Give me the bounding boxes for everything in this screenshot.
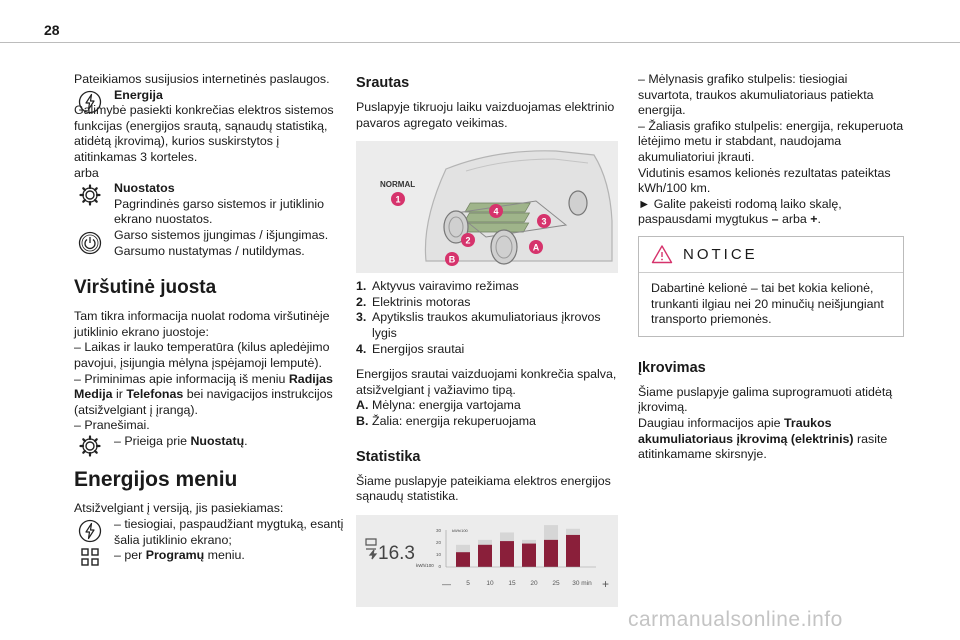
list-item: 3. Apytikslis traukos akumuliatoriaus įkrovos lygis [356,310,601,340]
heading-virsutine-juosta: Viršutinė juosta [74,277,217,299]
energija-text: Galimybė pasiekti konkrečias elektros sistemos funkcijas (energijos srautą, sąnaudų statistiką, atidėtą įkrovimą), kurios suskirstytos į atitinkamas 3 korteles. [74,103,334,164]
prieiga-block [74,434,344,450]
gear-icon [78,183,102,207]
prieiga-text: – Prieiga prie Nuostatų. [114,433,248,448]
bar-value [500,541,514,567]
average-result-text: Vidutinis esamos kelionės rezultatas pateiktas kWh/100 km. [638,165,891,196]
power-icon [78,231,102,255]
heading-srautas: Srautas [356,75,410,91]
warning-triangle-icon [651,244,673,264]
list-item: 1. Aktyvus vairavimo režimas [356,279,519,294]
srautai-text: Energijos srautai vaizduojami konkrečia spalva, atsižvelgiant į važiavimo tipą. [356,367,617,397]
heading-energijos-meniu: Energijos meniu [74,468,238,492]
energy-bolt-icon [78,519,102,543]
virsutine-item-2: – Priminimas apie informaciją iš meniu Radijas Medija ir Telefonas bei navigacijos instrukcijos (atsižvelgiant į įrangą). [74,371,333,417]
watermark: carmanualsonline.info [628,608,843,631]
notice-box [638,236,904,337]
blue-bar-explanation: – Mėlynasis grafiko stulpelis: tiesiogiai suvartota, traukos akumuliatoriaus patiekta energija. [638,72,874,118]
list-item: 4. Energijos srautai [356,341,465,356]
page-number: 28 [44,22,60,38]
top-divider [0,42,960,43]
energy-flow-figure [356,141,618,273]
ikrovimas-more: Daugiau informacijos apie Traukos akumuliatoriaus įkrovimą (elektrinis) rasite atitinkamame skirsnyje. [638,415,888,462]
x-tick-label: 30 min [572,579,592,587]
power-text: Garso sistemos įjungimas / išjungimas. Garsumo nustatymas / nutildymas. [114,227,329,258]
arba-text: arba [74,165,99,180]
nuostatos-block [74,181,344,228]
ikrovimas-text: Šiame puslapyje galima suprogramuoti atidėtą įkrovimą. [638,384,893,415]
bar-value [544,540,558,567]
x-tick-label: 10 [486,579,494,587]
callout-list [356,279,618,357]
zoom-out-button[interactable]: — [442,578,451,589]
energijos-intro: Atsižvelgiant į versiją, jis pasiekiamas: [74,501,284,516]
energijos-item-1: – tiesiogiai, paspaudžiant mygtuką, esantį šalia jutiklinio ekrano; [114,517,344,547]
x-axis-ticks [466,580,592,587]
gear-icon [78,434,102,458]
green-bar-explanation: – Žaliasis grafiko stulpelis: energija, rekuperuota lėtėjimo metu ir stabdant, naudojama akumuliatoriui įkrauti. [638,118,904,164]
energijos-item-2-block [74,548,344,564]
zoom-in-button[interactable]: + [602,576,610,591]
heading-statistika: Statistika [356,448,421,465]
statistics-chart [356,515,618,607]
notice-header [639,237,903,273]
y-tick-label: 0 [438,563,441,569]
legend-item: A. Mėlyna: energija vartojama [356,398,521,413]
chart-bars [456,525,580,567]
svg-text:4: 4 [493,206,499,217]
y-axis-ticks [436,528,442,569]
energijos-item-2: – per Programų meniu. [114,548,245,563]
energija-block [74,88,344,104]
nuostatos-title: Nuostatos [114,181,175,196]
energy-meter-icon [366,539,376,559]
y-tick-label: 10 [435,551,441,557]
statistics-figure [356,515,618,607]
srautas-text: Puslapyje tikruoju laiku vaizduojamas elektrinio pavaros agregato veikimas. [356,100,615,130]
time-scale-text: ► Galite pakeisti rodomą laiko skalę, paspausdami mygtukus – arba +. [638,196,842,227]
consumption-unit: kWh/100 [416,562,434,568]
statistika-text: Šiame puslapyje pateikiama elektros energijos sąnaudų statistika. [356,473,611,504]
consumption-value: 16.3 [378,542,415,564]
bar-value [456,552,470,567]
svg-text:A: A [532,242,540,253]
energy-flow-illustration [356,141,618,273]
x-tick-label: 5 [466,579,470,587]
svg-text:1: 1 [395,194,401,205]
chart-unit-label: kWh/100 [452,527,468,533]
intro-text: Pateikiamos susijusios internetinės paslaugos. [74,72,330,86]
y-tick-label: 30 [435,527,441,533]
column-1 [74,72,344,564]
column-3 [638,72,904,463]
heading-ikrovimas: Įkrovimas [638,359,706,376]
svg-text:3: 3 [541,216,547,227]
energijos-item-1-block [74,517,344,548]
list-item: 2. Elektrinis motoras [356,294,471,309]
virsutine-item-1: – Laikas ir lauko temperatūra (kilus apledėjimo pavojui, įsijungia mėlyna įspėjamoji lemputė). [74,340,330,370]
x-tick-label: 25 [552,579,560,587]
legend-item: B. Žalia: energija rekuperuojama [356,413,536,428]
virsutine-intro: Tam tikra informacija nuolat rodoma viršutinėje jutiklinio ekrano juostoje: [74,309,330,339]
bar-value [566,535,580,567]
virsutine-item-3: – Pranešimai. [74,418,150,433]
apps-grid-icon [78,545,102,569]
mode-label: NORMAL [380,180,416,190]
energija-title: Energija [114,87,163,102]
bar-value [522,543,536,566]
energy-bolt-icon [78,90,102,114]
x-tick-label: 20 [530,579,538,587]
column-2 [356,72,618,607]
svg-text:2: 2 [465,235,471,246]
bar-value [478,545,492,567]
power-block [74,228,344,259]
x-tick-label: 15 [508,579,516,587]
nuostatos-text-inline: Pagrindinės garso sistemos ir jutiklinio ekrano nuostatos. [114,196,325,227]
notice-title: NOTICE [683,245,758,263]
notice-body: Dabartinė kelionė – tai bet kokia kelionė, trunkanti ilgiau nei 20 minučių neišjungiant transporto priemonės. [651,280,884,327]
svg-text:B: B [448,254,456,265]
y-tick-label: 20 [435,539,441,545]
